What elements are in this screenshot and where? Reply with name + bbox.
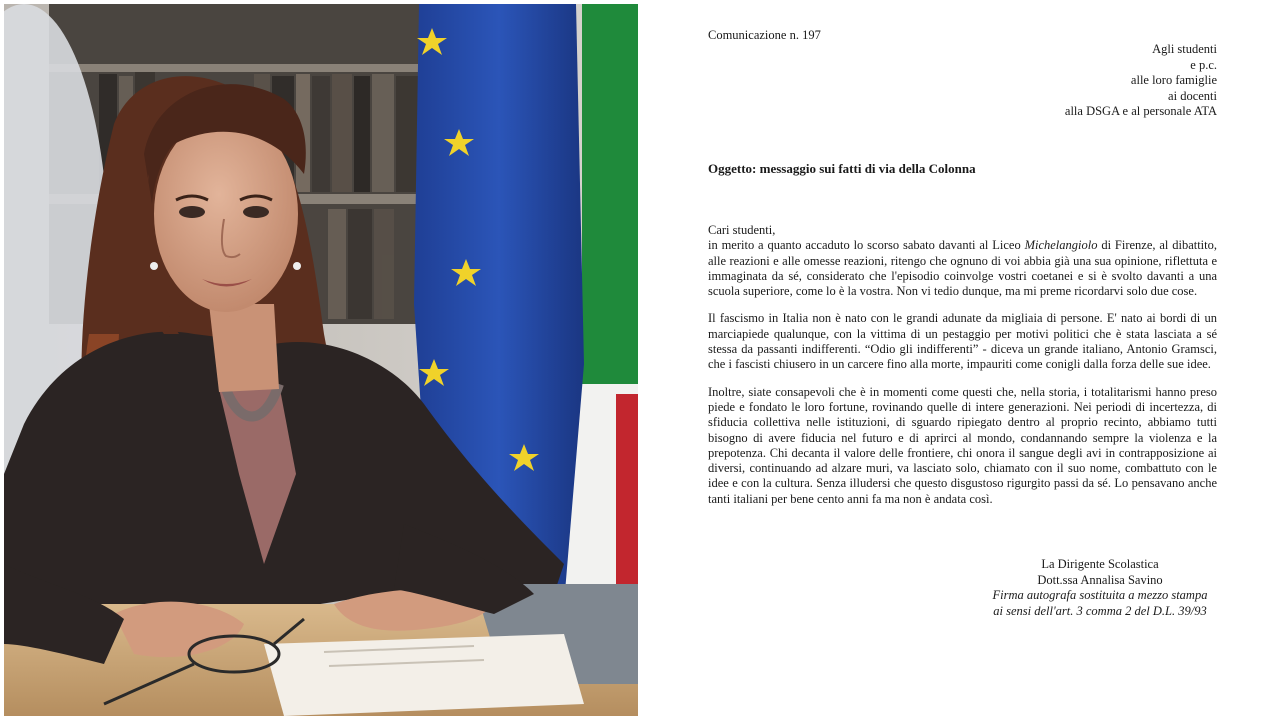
letter-paragraph-3: Inoltre, siate consapevoli che è in momenti come questi che, nella storia, i totalitarismi hanno preso piede e fondato le loro fortune, rovinando quelle di intere generazioni. Nei periodi di incertezza, di sfiducia collettiva nelle istituzioni, di sguardo ripiegato dentro al proprio recinto, abbiamo tutti bisogno di avere fiducia nel futuro e di aprirci al mondo, condannando sempre la violenza e la prepotenza. Chi decanta il valore delle frontiere, chi onora il sangue degli avi in contrapposizione ai diversi, continuando ad alzare muri, va lasciato solo, chiamato con il suo nome, combattuto con le idee e con la cultura. Senza illudersi che questo disgustoso rigurgito passi da sé. Lo pensavano anche tanti italiani per bene cento anni fa ma non è andata così. (708, 384, 1217, 506)
signature-note-2: ai sensi dell'art. 3 comma 2 del D.L. 39/93 (993, 603, 1207, 618)
paragraph-1-text-a: in merito a quanto accaduto lo scorso sabato davanti al Liceo (708, 238, 1025, 253)
school-name: Michelangiolo (1024, 238, 1098, 253)
recipients-block (917, 42, 1217, 120)
signature-note-1: Firma autografa sostituita a mezzo stampa (992, 588, 1208, 602)
letter-paragraph-2: Il fascismo in Italia non è nato con le grandi adunate da migliaia di persone. E' nato ai bordi di un marciapiede qualunque, con la vittima di un pestaggio per motivi politici che è stata lasciata a sé stessa da passanti indifferenti. “Odio gli indifferenti” - diceva un grande italiano, Antonio Gramsci, che i fascisti chiusero in un carcere fino alla morte, impauriti come conigli dalla forza delle sue idee. (708, 311, 1217, 372)
letter-paragraph-1 (708, 238, 1217, 299)
recipient-line: e p.c. (1190, 57, 1217, 72)
signature-title: La Dirigente Scolastica (1041, 557, 1159, 571)
paragraph-1-text-b: di Firenze, al dibattito, alle reazioni e alle omesse reazioni, ritengo che ognuno di voi abbia già una sua opinione, riflettuta e immaginata da sé, considerato che l'episodio coinvolge vostri coetanei e si è svolto davanti a una scuola superiore, come lo è la vostra. Non vi tedio dunque, ma mi preme ricordarvi solo due cose. (708, 238, 1218, 299)
letter-document (650, 0, 1280, 720)
recipient-line: alle loro famiglie (1130, 73, 1217, 87)
communication-number: Comunicazione n. 197 (708, 28, 821, 42)
letter-body (708, 223, 1217, 519)
signature-block (980, 557, 1220, 619)
portrait-illustration (4, 4, 638, 716)
signature-name: Dott.ssa Annalisa Savino (1037, 572, 1163, 587)
letter-subject: Oggetto: messaggio sui fatti di via della Colonna (708, 161, 976, 176)
recipient-line: Agli studenti (1152, 42, 1217, 56)
portrait-photo (4, 4, 638, 716)
recipient-line: ai docenti (1168, 88, 1217, 103)
recipient-line: alla DSGA e al personale ATA (1064, 104, 1217, 118)
letter-greeting: Cari studenti, (708, 223, 776, 237)
